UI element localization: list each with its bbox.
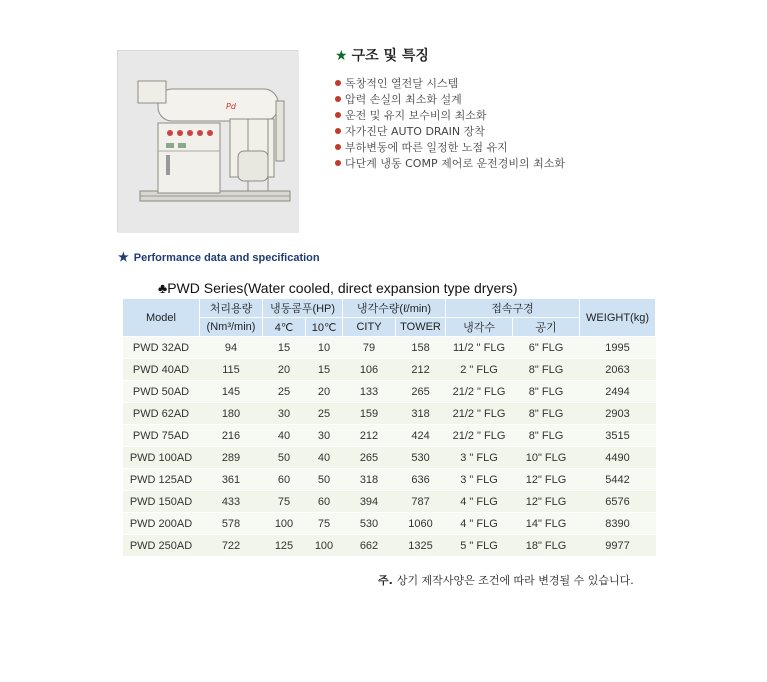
- table-cell: 1060: [396, 513, 446, 535]
- table-cell: 20: [306, 381, 343, 403]
- table-cell: 8" FLG: [513, 359, 580, 381]
- table-cell: 318: [396, 403, 446, 425]
- bullet-icon: [335, 128, 341, 134]
- footnote-text: 상기 제작사양은 조건에 따라 변경될 수 있습니다.: [396, 574, 634, 587]
- table-cell: 722: [200, 535, 263, 557]
- table-cell: 8" FLG: [513, 381, 580, 403]
- features-title: [335, 45, 429, 65]
- footnote-mark: 주.: [378, 574, 393, 587]
- col-header-capacity-unit: (Nm³/min): [200, 318, 263, 337]
- bullet-icon: [335, 96, 341, 102]
- table-cell: PWD 62AD: [123, 403, 200, 425]
- feature-item: 자가진단 AUTO DRAIN 장착: [335, 124, 565, 140]
- table-cell: 11/2 " FLG: [446, 337, 513, 359]
- star-icon: ★: [335, 48, 348, 64]
- table-cell: 115: [200, 359, 263, 381]
- col-header-model: Model: [123, 299, 200, 337]
- table-cell: 50: [306, 469, 343, 491]
- table-cell: 3 " FLG: [446, 447, 513, 469]
- feature-item: 압력 손실의 최소화 설계: [335, 92, 565, 108]
- table-cell: 530: [396, 447, 446, 469]
- table-cell: PWD 40AD: [123, 359, 200, 381]
- table-cell: 30: [306, 425, 343, 447]
- table-cell: 158: [396, 337, 446, 359]
- table-cell: 2903: [580, 403, 656, 425]
- table-cell: 40: [306, 447, 343, 469]
- spec-table-body: [123, 337, 656, 557]
- table-cell: 361: [200, 469, 263, 491]
- table-cell: 265: [396, 381, 446, 403]
- table-cell: 21/2 " FLG: [446, 403, 513, 425]
- table-cell: 424: [396, 425, 446, 447]
- performance-title-text: Performance data and specification: [133, 252, 320, 264]
- table-row: [123, 337, 656, 359]
- table-row: [123, 491, 656, 513]
- table-cell: 4490: [580, 447, 656, 469]
- table-cell: 5442: [580, 469, 656, 491]
- spec-table: [122, 298, 656, 557]
- table-cell: 79: [343, 337, 396, 359]
- table-cell: 636: [396, 469, 446, 491]
- table-cell: 9977: [580, 535, 656, 557]
- table-cell: 394: [343, 491, 396, 513]
- table-row: [123, 513, 656, 535]
- col-header-refrigeration: 냉동콤푸(HP): [263, 299, 343, 318]
- table-cell: 3 " FLG: [446, 469, 513, 491]
- table-cell: 100: [263, 513, 306, 535]
- table-cell: 265: [343, 447, 396, 469]
- table-cell: 12" FLG: [513, 491, 580, 513]
- feature-item: 운전 및 유지 보수비의 최소화: [335, 108, 565, 124]
- footnote: [378, 572, 634, 588]
- table-cell: 2494: [580, 381, 656, 403]
- table-cell: 106: [343, 359, 396, 381]
- table-cell: 15: [306, 359, 343, 381]
- table-cell: 133: [343, 381, 396, 403]
- table-cell: 15: [263, 337, 306, 359]
- table-cell: 2063: [580, 359, 656, 381]
- table-row: [123, 469, 656, 491]
- table-cell: 578: [200, 513, 263, 535]
- table-cell: 180: [200, 403, 263, 425]
- table-row: [123, 535, 656, 557]
- svg-text:Pd: Pd: [226, 102, 236, 111]
- star-icon: ★: [118, 250, 129, 264]
- table-cell: 18" FLG: [513, 535, 580, 557]
- table-cell: 60: [263, 469, 306, 491]
- features-title-text: 구조 및 특징: [351, 48, 429, 64]
- table-cell: 289: [200, 447, 263, 469]
- table-cell: PWD 100AD: [123, 447, 200, 469]
- series-title: ♣PWD Series(Water cooled, direct expansion type dryers): [158, 280, 518, 296]
- table-cell: 662: [343, 535, 396, 557]
- table-cell: 50: [263, 447, 306, 469]
- table-cell: 145: [200, 381, 263, 403]
- table-cell: 20: [263, 359, 306, 381]
- table-cell: 2 " FLG: [446, 359, 513, 381]
- table-cell: 125: [263, 535, 306, 557]
- table-cell: 1995: [580, 337, 656, 359]
- table-cell: 8390: [580, 513, 656, 535]
- table-cell: 10: [306, 337, 343, 359]
- table-cell: 25: [306, 403, 343, 425]
- table-cell: 6576: [580, 491, 656, 513]
- col-header-air-conn: 공기: [513, 318, 580, 337]
- bullet-icon: [335, 112, 341, 118]
- performance-title: [118, 250, 320, 264]
- col-header-weight: WEIGHT(kg): [580, 299, 656, 337]
- table-cell: 12" FLG: [513, 469, 580, 491]
- table-cell: 6" FLG: [513, 337, 580, 359]
- bullet-icon: [335, 160, 341, 166]
- table-cell: PWD 200AD: [123, 513, 200, 535]
- table-cell: 40: [263, 425, 306, 447]
- table-cell: 25: [263, 381, 306, 403]
- table-cell: 10" FLG: [513, 447, 580, 469]
- feature-item: 다단계 냉동 COMP 제어로 운전경비의 최소화: [335, 156, 565, 172]
- col-header-10c: 10℃: [306, 318, 343, 337]
- table-cell: 318: [343, 469, 396, 491]
- dryer-machine-illustration: [118, 51, 299, 233]
- table-cell: 94: [200, 337, 263, 359]
- table-cell: 433: [200, 491, 263, 513]
- table-cell: 30: [263, 403, 306, 425]
- col-header-cooling-water: 냉각수량(ℓ/min): [343, 299, 446, 318]
- table-cell: 60: [306, 491, 343, 513]
- table-cell: 4 " FLG: [446, 491, 513, 513]
- col-header-connection: 접속구경: [446, 299, 580, 318]
- bullet-icon: [335, 144, 341, 150]
- table-cell: 216: [200, 425, 263, 447]
- table-cell: 1325: [396, 535, 446, 557]
- table-cell: 8" FLG: [513, 425, 580, 447]
- feature-item: 독창적인 열전달 시스템: [335, 76, 565, 92]
- col-header-water-conn: 냉각수: [446, 318, 513, 337]
- table-row: [123, 425, 656, 447]
- feature-item: 부하변동에 따른 일정한 노점 유지: [335, 140, 565, 156]
- table-cell: 787: [396, 491, 446, 513]
- table-row: [123, 359, 656, 381]
- table-cell: 21/2 " FLG: [446, 381, 513, 403]
- col-header-4c: 4℃: [263, 318, 306, 337]
- table-cell: PWD 250AD: [123, 535, 200, 557]
- table-cell: 75: [263, 491, 306, 513]
- table-cell: PWD 150AD: [123, 491, 200, 513]
- table-row: [123, 447, 656, 469]
- bullet-icon: [335, 80, 341, 86]
- table-cell: PWD 32AD: [123, 337, 200, 359]
- features-list: [335, 76, 565, 172]
- table-cell: 75: [306, 513, 343, 535]
- product-photo: [117, 50, 298, 232]
- table-cell: 212: [343, 425, 396, 447]
- table-cell: 8" FLG: [513, 403, 580, 425]
- table-cell: 530: [343, 513, 396, 535]
- table-cell: PWD 75AD: [123, 425, 200, 447]
- col-header-tower: TOWER: [396, 318, 446, 337]
- col-header-city: CITY: [343, 318, 396, 337]
- table-row: [123, 403, 656, 425]
- table-cell: 14" FLG: [513, 513, 580, 535]
- table-cell: 212: [396, 359, 446, 381]
- col-header-capacity: 처리용량: [200, 299, 263, 318]
- table-cell: 4 " FLG: [446, 513, 513, 535]
- table-row: [123, 381, 656, 403]
- table-cell: PWD 125AD: [123, 469, 200, 491]
- table-cell: 21/2 " FLG: [446, 425, 513, 447]
- table-cell: PWD 50AD: [123, 381, 200, 403]
- table-cell: 3515: [580, 425, 656, 447]
- table-cell: 5 " FLG: [446, 535, 513, 557]
- table-cell: 100: [306, 535, 343, 557]
- table-cell: 159: [343, 403, 396, 425]
